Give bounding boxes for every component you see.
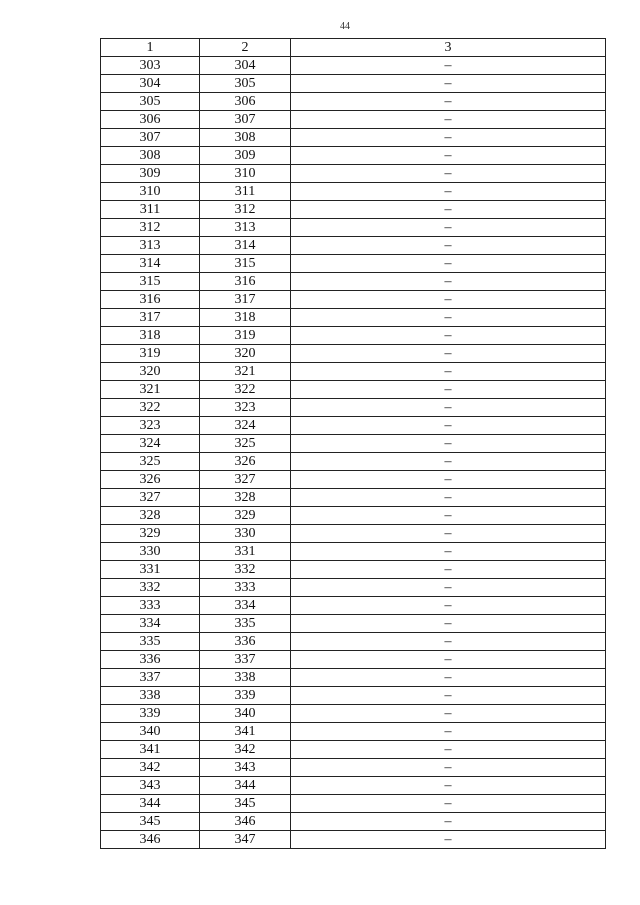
table-cell-col-1: 333 (101, 597, 200, 615)
table-row (101, 597, 606, 615)
table-cell-col-1: 334 (101, 615, 200, 633)
table-cell-col-3: – (291, 633, 606, 651)
table-cell-col-1: 328 (101, 507, 200, 525)
table-cell-col-3: – (291, 219, 606, 237)
data-table (100, 38, 606, 849)
table-cell-col-1: 320 (101, 363, 200, 381)
table-cell-col-3: – (291, 687, 606, 705)
table-cell-col-2: 323 (200, 399, 291, 417)
table-cell-col-3: – (291, 741, 606, 759)
table-cell-col-3: – (291, 273, 606, 291)
table-cell-col-1: 343 (101, 777, 200, 795)
table-cell-col-3: – (291, 507, 606, 525)
table-cell-col-3: – (291, 669, 606, 687)
table-cell-col-2: 329 (200, 507, 291, 525)
table-cell-col-1: 325 (101, 453, 200, 471)
table-cell-col-1: 310 (101, 183, 200, 201)
table-row (101, 309, 606, 327)
table-cell-col-1: 312 (101, 219, 200, 237)
table-cell-col-1: 326 (101, 471, 200, 489)
table-row (101, 795, 606, 813)
table-row (101, 129, 606, 147)
table-cell-col-3: – (291, 471, 606, 489)
table-cell-col-2: 308 (200, 129, 291, 147)
table-cell-col-1: 340 (101, 723, 200, 741)
table-cell-col-3: – (291, 255, 606, 273)
table-cell-col-2: 347 (200, 831, 291, 849)
table-row (101, 237, 606, 255)
table-cell-col-3: – (291, 201, 606, 219)
table-cell-col-1: 322 (101, 399, 200, 417)
table-cell-col-3: – (291, 399, 606, 417)
table-cell-col-3: – (291, 345, 606, 363)
table-cell-col-1: 307 (101, 129, 200, 147)
table-row (101, 813, 606, 831)
page-number: 44 (340, 21, 350, 32)
table-cell-col-1: 324 (101, 435, 200, 453)
table-cell-col-2: 333 (200, 579, 291, 597)
table-cell-col-2: 326 (200, 453, 291, 471)
table-cell-col-1: 337 (101, 669, 200, 687)
table-cell-col-2: 344 (200, 777, 291, 795)
data-table-container (100, 38, 605, 849)
table-cell-col-2: 327 (200, 471, 291, 489)
table-cell-col-3: – (291, 813, 606, 831)
table-cell-col-2: 304 (200, 57, 291, 75)
table-cell-col-1: 315 (101, 273, 200, 291)
table-cell-col-3: – (291, 489, 606, 507)
table-row (101, 651, 606, 669)
table-cell-col-3: – (291, 363, 606, 381)
table-cell-col-1: 329 (101, 525, 200, 543)
table-cell-col-1: 330 (101, 543, 200, 561)
table-cell-col-1: 346 (101, 831, 200, 849)
table-cell-col-2: 316 (200, 273, 291, 291)
table-cell-col-2: 331 (200, 543, 291, 561)
column-header-3: 3 (291, 39, 606, 57)
table-cell-col-2: 310 (200, 165, 291, 183)
table-cell-col-2: 307 (200, 111, 291, 129)
table-cell-col-3: – (291, 723, 606, 741)
column-header-2: 2 (200, 39, 291, 57)
table-cell-col-1: 305 (101, 93, 200, 111)
table-cell-col-3: – (291, 111, 606, 129)
table-header-row (101, 39, 606, 57)
table-cell-col-1: 319 (101, 345, 200, 363)
table-row (101, 381, 606, 399)
table-cell-col-2: 342 (200, 741, 291, 759)
table-cell-col-2: 334 (200, 597, 291, 615)
table-cell-col-1: 342 (101, 759, 200, 777)
table-cell-col-3: – (291, 615, 606, 633)
table-cell-col-2: 339 (200, 687, 291, 705)
table-cell-col-2: 306 (200, 93, 291, 111)
table-cell-col-2: 345 (200, 795, 291, 813)
table-cell-col-3: – (291, 759, 606, 777)
table-cell-col-2: 330 (200, 525, 291, 543)
table-cell-col-2: 336 (200, 633, 291, 651)
table-cell-col-3: – (291, 93, 606, 111)
table-cell-col-1: 317 (101, 309, 200, 327)
table-row (101, 111, 606, 129)
table-row (101, 471, 606, 489)
table-cell-col-2: 309 (200, 147, 291, 165)
table-cell-col-1: 341 (101, 741, 200, 759)
table-row (101, 165, 606, 183)
table-cell-col-1: 314 (101, 255, 200, 273)
table-row (101, 561, 606, 579)
table-row (101, 291, 606, 309)
table-cell-col-3: – (291, 597, 606, 615)
table-row (101, 831, 606, 849)
table-cell-col-1: 306 (101, 111, 200, 129)
table-row (101, 75, 606, 93)
table-cell-col-1: 338 (101, 687, 200, 705)
table-cell-col-3: – (291, 129, 606, 147)
table-cell-col-3: – (291, 183, 606, 201)
table-cell-col-3: – (291, 705, 606, 723)
table-row (101, 759, 606, 777)
table-row (101, 201, 606, 219)
table-row (101, 435, 606, 453)
table-row (101, 723, 606, 741)
table-cell-col-3: – (291, 75, 606, 93)
table-row (101, 507, 606, 525)
table-cell-col-1: 335 (101, 633, 200, 651)
table-cell-col-2: 338 (200, 669, 291, 687)
table-row (101, 399, 606, 417)
table-row (101, 417, 606, 435)
table-row (101, 525, 606, 543)
table-row (101, 93, 606, 111)
table-cell-col-2: 320 (200, 345, 291, 363)
table-cell-col-2: 337 (200, 651, 291, 669)
table-cell-col-2: 311 (200, 183, 291, 201)
table-body (101, 57, 606, 849)
table-cell-col-1: 327 (101, 489, 200, 507)
table-cell-col-2: 315 (200, 255, 291, 273)
table-cell-col-1: 303 (101, 57, 200, 75)
table-cell-col-2: 343 (200, 759, 291, 777)
table-cell-col-2: 325 (200, 435, 291, 453)
table-cell-col-2: 340 (200, 705, 291, 723)
table-row (101, 579, 606, 597)
table-row (101, 633, 606, 651)
table-row (101, 273, 606, 291)
table-cell-col-1: 304 (101, 75, 200, 93)
table-cell-col-1: 316 (101, 291, 200, 309)
table-cell-col-3: – (291, 543, 606, 561)
table-cell-col-1: 336 (101, 651, 200, 669)
table-cell-col-3: – (291, 651, 606, 669)
table-row (101, 57, 606, 75)
table-cell-col-3: – (291, 525, 606, 543)
table-cell-col-1: 309 (101, 165, 200, 183)
table-cell-col-3: – (291, 453, 606, 471)
table-cell-col-3: – (291, 165, 606, 183)
table-row (101, 363, 606, 381)
table-cell-col-1: 308 (101, 147, 200, 165)
table-cell-col-3: – (291, 435, 606, 453)
table-row (101, 453, 606, 471)
table-row (101, 345, 606, 363)
table-row (101, 183, 606, 201)
table-row (101, 705, 606, 723)
table-cell-col-1: 344 (101, 795, 200, 813)
table-cell-col-3: – (291, 579, 606, 597)
table-cell-col-3: – (291, 291, 606, 309)
table-row (101, 255, 606, 273)
table-cell-col-3: – (291, 57, 606, 75)
table-cell-col-2: 322 (200, 381, 291, 399)
table-cell-col-2: 318 (200, 309, 291, 327)
table-row (101, 687, 606, 705)
table-cell-col-2: 319 (200, 327, 291, 345)
table-cell-col-1: 331 (101, 561, 200, 579)
table-cell-col-1: 313 (101, 237, 200, 255)
table-row (101, 219, 606, 237)
table-cell-col-2: 341 (200, 723, 291, 741)
table-row (101, 543, 606, 561)
table-cell-col-3: – (291, 147, 606, 165)
table-cell-col-2: 335 (200, 615, 291, 633)
table-row (101, 777, 606, 795)
table-cell-col-2: 324 (200, 417, 291, 435)
table-cell-col-3: – (291, 237, 606, 255)
table-cell-col-2: 313 (200, 219, 291, 237)
table-cell-col-3: – (291, 561, 606, 579)
table-cell-col-1: 332 (101, 579, 200, 597)
table-cell-col-2: 346 (200, 813, 291, 831)
table-cell-col-1: 311 (101, 201, 200, 219)
table-cell-col-2: 317 (200, 291, 291, 309)
table-row (101, 147, 606, 165)
table-cell-col-1: 345 (101, 813, 200, 831)
table-cell-col-2: 305 (200, 75, 291, 93)
table-row (101, 741, 606, 759)
table-cell-col-3: – (291, 327, 606, 345)
table-cell-col-3: – (291, 381, 606, 399)
table-cell-col-1: 318 (101, 327, 200, 345)
table-cell-col-3: – (291, 795, 606, 813)
table-cell-col-2: 321 (200, 363, 291, 381)
table-cell-col-2: 314 (200, 237, 291, 255)
table-cell-col-2: 328 (200, 489, 291, 507)
table-cell-col-1: 339 (101, 705, 200, 723)
table-cell-col-3: – (291, 831, 606, 849)
table-row (101, 327, 606, 345)
table-row (101, 669, 606, 687)
table-cell-col-3: – (291, 777, 606, 795)
table-row (101, 615, 606, 633)
table-cell-col-1: 321 (101, 381, 200, 399)
table-cell-col-1: 323 (101, 417, 200, 435)
table-cell-col-2: 312 (200, 201, 291, 219)
table-cell-col-2: 332 (200, 561, 291, 579)
column-header-1: 1 (101, 39, 200, 57)
table-row (101, 489, 606, 507)
table-cell-col-3: – (291, 309, 606, 327)
table-cell-col-3: – (291, 417, 606, 435)
